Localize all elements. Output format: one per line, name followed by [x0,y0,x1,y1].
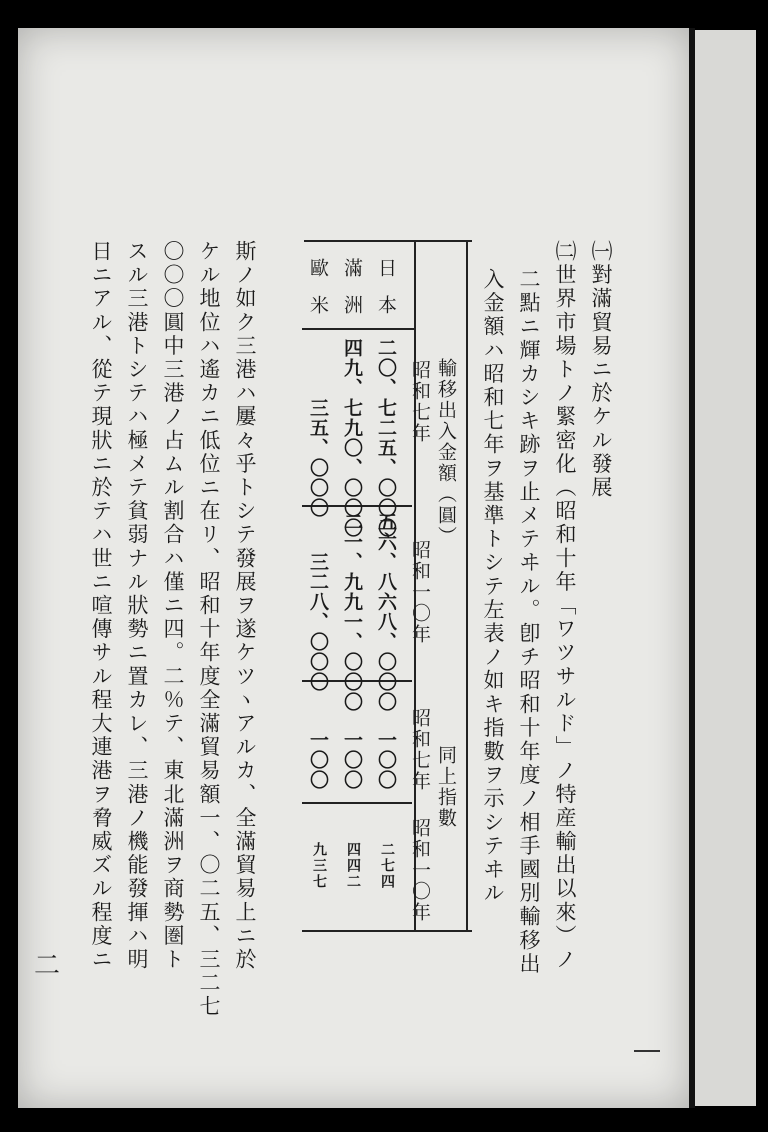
index-euro-s7: 一〇〇 [307,730,329,790]
closing-col-5: 日ニアル、從テ現狀ニ於テハ世ニ喧傳サル程大連港ヲ脅威ズル程度ニ [89,240,113,972]
index-manchuria-s10: 四四二 [345,842,361,890]
year-a-amount: 昭和七年 [409,360,431,444]
amount-japan-s10: 五六、八六八、〇〇〇 [375,512,397,712]
index-manchuria-s7: 一〇〇 [341,730,363,790]
amount-manchuria-s10: 二一、九九一、〇〇〇 [341,512,363,712]
year-b-index: 昭和一〇年 [409,818,431,923]
year-a-index: 昭和七年 [409,708,431,792]
body-col-4: 入金額ハ昭和七年ヲ基準トシテ左表ノ如キ指數ヲ示シテヰル [481,268,505,906]
amount-euro-s7: 三五、〇〇〇 [307,398,329,518]
closing-col-2: ケル地位ハ遙カニ低位ニ在リ、昭和十年度全滿貿易額一、〇二五、三二七 [197,240,221,1019]
margin-mark [634,1050,660,1052]
index-euro-s10: 九三七 [311,842,327,890]
region-japan: 日本 [375,258,397,332]
body-col-3: 二點ニ輝カシキ跡ヲ止メテヰル。卽チ昭和十年度ノ相手國別輸移出 [517,268,541,976]
closing-col-4: スル三港トシテハ極メテ貧弱ナル狀勢ニ置カレ、三港ノ機能發揮ハ明 [125,240,149,972]
body-col-2: ㈡世界市場トノ緊密化（昭和十年「ワツサルド」ノ特産輸出以來）ノ [553,240,577,972]
amount-manchuria-s7: 四九、七九〇、〇〇〇 [341,338,363,538]
closing-col-3: 〇〇〇圓中三港ノ占ムル割合ハ僅ニ四。二％テ、東北滿洲ヲ商勢圏ト [161,240,185,972]
closing-col-1: 斯ノ如ク三港ハ屢々乎トシテ發展ヲ遂ケツヽアルカ、全滿貿易上ニ於 [233,240,257,972]
region-manchuria: 滿洲 [341,258,363,332]
index-japan-s10: 二七四 [379,842,395,890]
header-index: 同上指數 [435,745,457,829]
amount-japan-s7: 二〇、七二五、〇〇〇 [375,338,397,538]
next-page-edge [694,30,756,1106]
year-b-amount: 昭和一〇年 [409,540,431,645]
trade-table [290,240,468,930]
page-fold [689,28,695,1108]
header-amount: 輸移出入金額（圓） [435,358,457,547]
region-euro-america: 歐米 [307,258,329,332]
amount-euro-s10: 三二八、〇〇〇 [307,552,329,692]
page-number: 二 [34,951,61,981]
index-japan-s7: 一〇〇 [375,730,397,790]
body-col-1: ㈠對滿貿易ニ於ケル發展 [589,240,613,500]
